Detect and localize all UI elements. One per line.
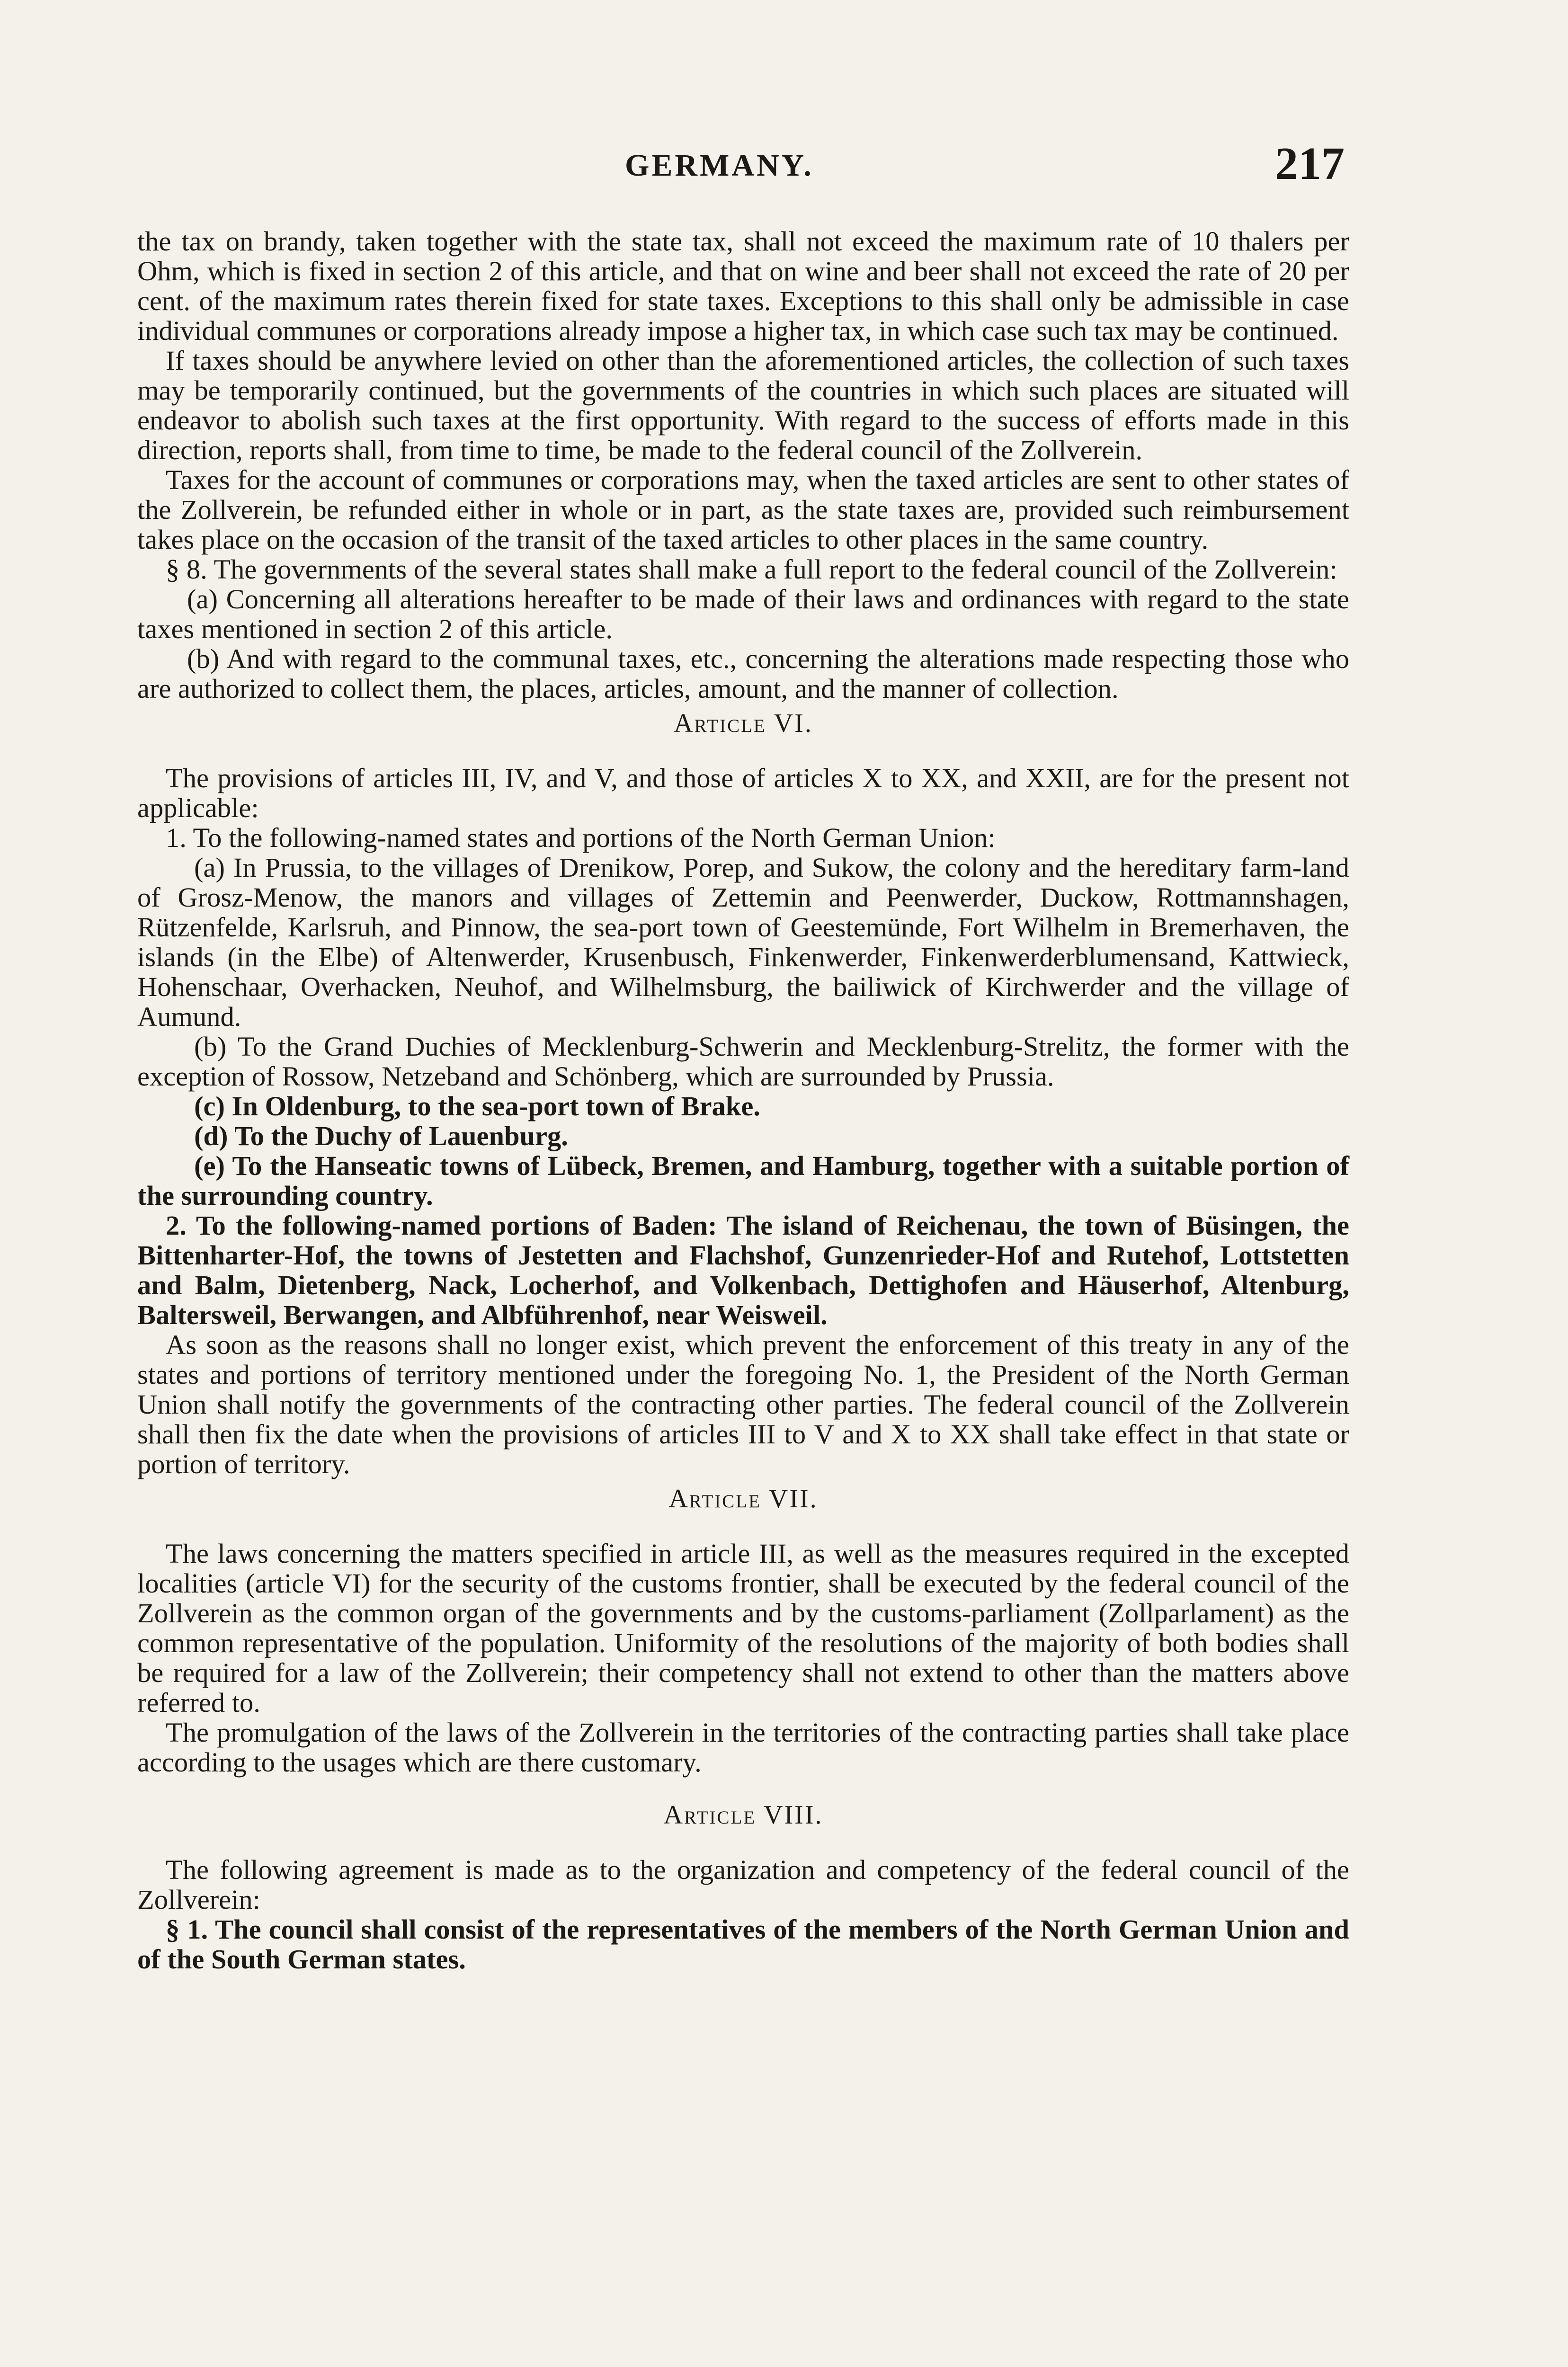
item-a-prussia: (a) In Prussia, to the villages of Drenikow, Porep, and Sukow, the colony and the hereditary farm-land of Grosz-Menow, the manors and villages of Zettemin and Peenwerder, Duckow, Rottmannshagen, Rützenfelde, Karlsruh, and Pinnow, the sea-port town of Geestemünde, Fort Wilhelm in Bremerhaven, the islands (in the Elbe) of Altenwerder, Krusenbusch, Finkenwerder, Finkenwerderblumensand, Kattwieck, Hohenschaar, Overhacken, Neuhof, and Wilhelmsburg, the bailiwick of Kirchwerder and the village of Aumund. <box>137 852 1349 1032</box>
item-d-lauenburg: (d) To the Duchy of Lauenburg. <box>194 1121 568 1151</box>
page-body <box>137 226 1349 1974</box>
paragraph-baden: 2. To the following-named portions of Baden: The island of Reichenau, the town of Büsingen, the Bittenharter-Hof, the towns of Jestetten and Flachshof, Gunzenrieder-Hof and Rutehof, Lottstetten and Balm, Dietenberg, Nack, Locherhof, and Volkenbach, Dettighofen and Häuserhof, Altenburg, Baltersweil, Berwangen, and Albführenhof, near Weisweil. <box>137 1210 1349 1330</box>
paragraph-provisions: The provisions of articles III, IV, and V, and those of articles X to XX, and XXII, are for the present not applicable: <box>137 763 1349 823</box>
paragraph-north-german-union: 1. To the following-named states and portions of the North German Union: <box>166 822 996 853</box>
item-a-alterations: (a) Concerning all alterations hereafter to be made of their laws and ordinances with regard to the state taxes mentioned in section 2 of this article. <box>137 584 1349 644</box>
paragraph-federal-council-agreement: The following agreement is made as to the organization and competency of the federal council of the Zollverein: <box>137 1854 1349 1915</box>
paragraph-laws-executed: The laws concerning the matters specified in article III, as well as the measures required in the excepted localities (article VI) for the security of the customs frontier, shall be executed by the federal council of the Zollverein as the common organ of the governments and by the customs-parliament (Zollparlament) as the common representative of the population. Uniformity of the resolutions of the majority of both bodies shall be required for a law of the Zollverein; their competency shall not extend to other than the matters above referred to. <box>137 1538 1349 1718</box>
paragraph-other-taxes: If taxes should be anywhere levied on other than the aforementioned articles, the collection of such taxes may be temporarily continued, but the governments of the countries in which such places are situated will endeavor to abolish such taxes at the first opportunity. With regard to the success of efforts made in this direction, reports shall, from time to time, be made to the federal council of the Zollverein. <box>137 345 1349 465</box>
paragraph-continued-tax: the tax on brandy, taken together with the state tax, shall not exceed the maximum rate of 10 thalers per Ohm, which is fixed in section 2 of this article, and that on wine and beer shall not exceed the rate of 20 per cent. of the maximum rates therein fixed for state taxes. Exceptions to this shall only be admissible in case individual communes or corporations already impose a higher tax, in which case such tax may be continued. <box>137 226 1349 346</box>
paragraph-promulgation: The promulgation of the laws of the Zollverein in the territories of the contracting parties shall take place according to the usages which are there customary. <box>137 1717 1349 1778</box>
article-vi-heading: Article VI. <box>674 709 813 738</box>
paragraph-section-8: § 8. The governments of the several states shall make a full report to the federal council of the Zollverein: <box>166 554 1337 585</box>
paragraph-communal-refund: Taxes for the account of communes or corporations may, when the taxed articles are sent to other states of the Zollverein, be refunded either in whole or in part, as the state taxes are, provided such reimbursement takes place on the occasion of the transit of the taxed articles to other places in the same country. <box>137 464 1349 555</box>
paragraph-section-1-council: § 1. The council shall consist of the representatives of the members of the North German Union and of the South German states. <box>137 1914 1349 1975</box>
paragraph-enforcement: As soon as the reasons shall no longer exist, which prevent the enforcement of this treaty in any of the states and portions of territory mentioned under the foregoing No. 1, the President of the North German Union shall notify the governments of the contracting other parties. The federal council of the Zollverein shall then fix the date when the provisions of articles III to V and X to XX shall take effect in that state or portion of territory. <box>137 1329 1349 1479</box>
article-viii-heading: Article VIII. <box>663 1800 823 1830</box>
page-number: 217 <box>1275 138 1345 189</box>
item-c-oldenburg: (c) In Oldenburg, to the sea-port town of Brake. <box>194 1091 760 1121</box>
item-e-hanseatic-towns: (e) To the Hanseatic towns of Lübeck, Bremen, and Hamburg, together with a suitable portion of the surrounding country. <box>137 1150 1349 1211</box>
article-vii-heading: Article VII. <box>668 1484 818 1513</box>
item-b-communal-taxes: (b) And with regard to the communal taxes, etc., concerning the alterations made respecting those who are authorized to collect them, the places, articles, amount, and the manner of collection. <box>137 643 1349 704</box>
page-header <box>151 137 1354 199</box>
running-head: GERMANY. <box>625 148 814 183</box>
item-b-mecklenburg: (b) To the Grand Duchies of Mecklenburg-Schwerin and Mecklenburg-Strelitz, the former with the exception of Rossow, Netzeband and Schönberg, which are surrounded by Prussia. <box>137 1031 1349 1092</box>
